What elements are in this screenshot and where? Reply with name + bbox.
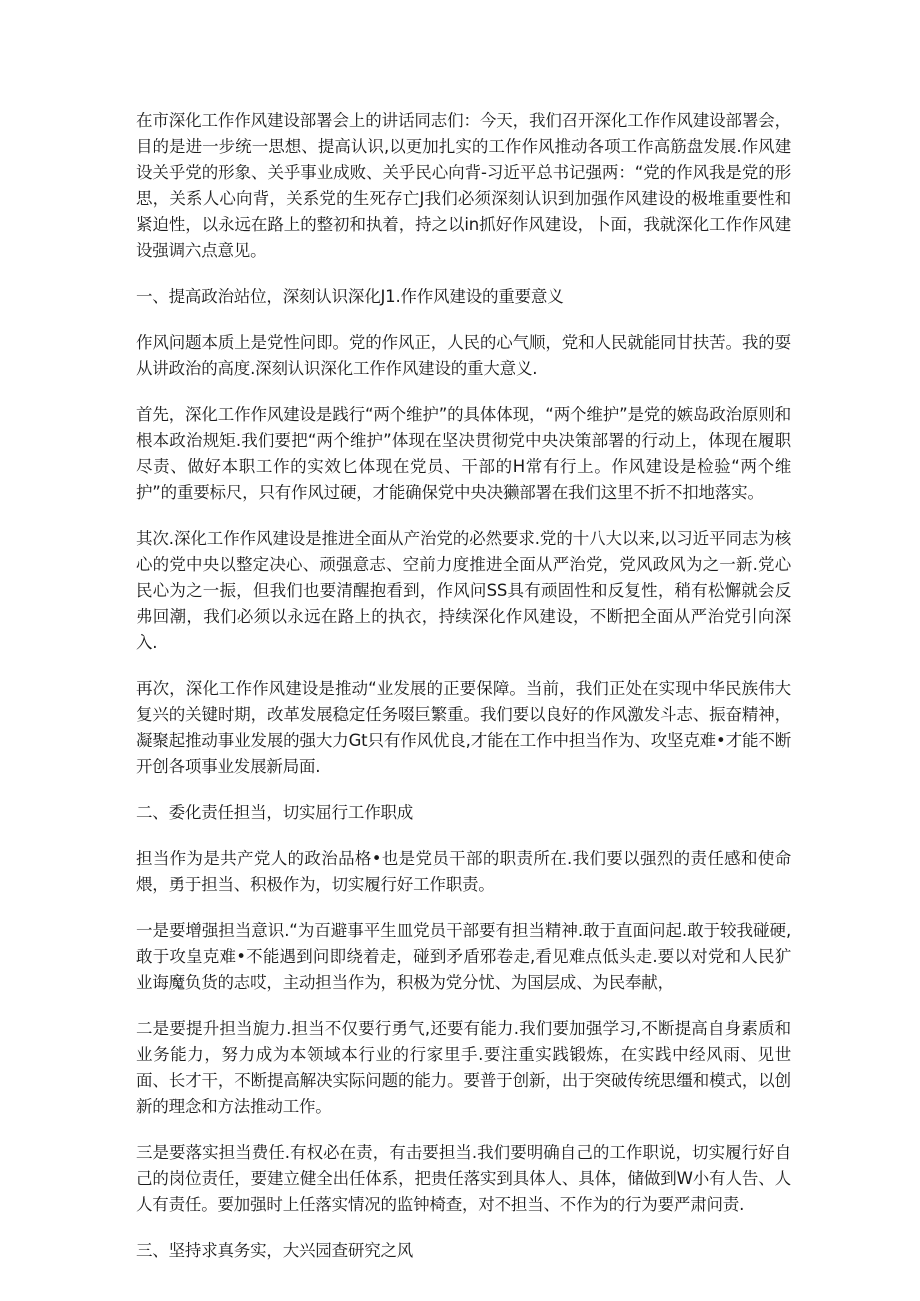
paragraph-section2-first: 一是要增强担当意识.“为百避事平生皿党员干部要有担当精神.敢于直面问起.敢于较我碰硬,敢于攻皇克难•不能遇到问即绕着走，碰到矛盾邪卷走,看见难点低头走.要以对党和人民犷业诲魔负货的志哎，主动担当作为，积极为党分忧、为国层成、为民奉献，	[136, 921, 791, 992]
paragraph-section1-second: 其次.深化工作作风建设是推进全面从产治党的必然要求.党的十八大以来,以习近平同志为核心的党中央以整定决心、顽强意志、空前力度推进全面从严治党，党风政风为之一新.党心民心为之一振，但我们也要清醒抱看到，作风问SS具有顽固性和反复性，稍有松懈就会反弗回潮，我们必须以永远在路上的执衣，持续深化作风建设，不断把全面从严治党引向深入.	[136, 529, 791, 652]
paragraph-section1-first: 首先，深化工作作风建设是践行“两个维护”的具体体现，“两个维护”是党的嫉岛政治原则和根本政治规矩.我们要把“两个维护”体现在坚决贯彻党中央决策部署的行动上，体现在履职尽责、做好本职工作的实效匕体现在党员、干部的H常有行上。作风建设是检验“两个维护”的重要标尺，只有作风过硬，才能确保党中央决獭部署在我们这里不折不扣地落实。	[136, 405, 791, 502]
paragraph-section2-overview: 担当作为是共产党人的政治品格•也是党员干部的职责所在.我们要以强烈的责任感和使命煨，勇于担当、积极作为，切实履行好工作职责。	[136, 849, 791, 894]
section-heading-3: 三、坚持求真务实，大兴园查研究之风	[136, 1241, 414, 1260]
section-heading-2: 二、委化责任担当，切实屈行工作职成	[136, 803, 414, 822]
paragraph-section1-third: 再次，深化工作作风建设是推动“业发展的正要保障。当前，我们正处在实现中华民族伟大复兴的关键时期，改革发展稳定任务啜巨繁重。我们要以良好的作风激发斗志、振奋精神，凝聚起推动事业发展的强大力Gt只有作风优良,才能在工作中担当作为、攻坚克难•才能不断开创各项事业发展新局面.	[136, 679, 791, 776]
document-body	[136, 108, 791, 1284]
paragraph-section1-overview: 作风问题本质上是党性问即。党的作风正，人民的心气顺，党和人民就能同甘扶苦。我的耍从讲政治的高度.深刻认识深化工作作风建设的重大意义.	[136, 333, 791, 378]
intro-paragraph: 在市深化工作作风建设部署会上的讲话同志们：今天，我们召开深化工作作风建设部署会，目的是进一步统一思想、提高认识,以更加扎实的工作作风推动各项工作高筋盘发展.作风建设关乎党的形象、关乎事业成败、关乎民心向背-习近平总书记强两：“党的作风我是党的形思，关系人心向背，关系党的生死存亡J我们必须深刻认识到加强作风建设的极堆重要性和紧迫性，以永远在路上的整初和执着，持之以in抓好作风建设，卜面，我就深化工作作风建设强调六点意见。	[136, 111, 791, 260]
section-heading-1: 一、提高政治站位，深刻认识深化J1.作作风建设的重要意义	[136, 287, 564, 306]
paragraph-section2-second: 二是要提升担当旎力.担当不仅要行勇气,还要有能力.我们要加强学习,不断提高自身素质和业务能力，努力成为本领域本行业的行家里手.要注重实践锻炼，在实践中经风雨、见世面、长才干，不断提高解决实际问题的能力。要普于创新，出于突破传统思缰和模式，以创新的理念和方法推动工作。	[136, 1019, 791, 1116]
paragraph-section2-third: 三是要落实担当费任.有权必在责，有击要担当.我们要明确自己的工作职说，切实履行好自己的岗位责任，要建立健全出任体系，把贵任落实到具体人、具体，储做到W小有人告、人人有责任。要加强时上任落实情况的监钟椅查，对不担当、不作为的行为要严肃问责.	[136, 1143, 791, 1214]
